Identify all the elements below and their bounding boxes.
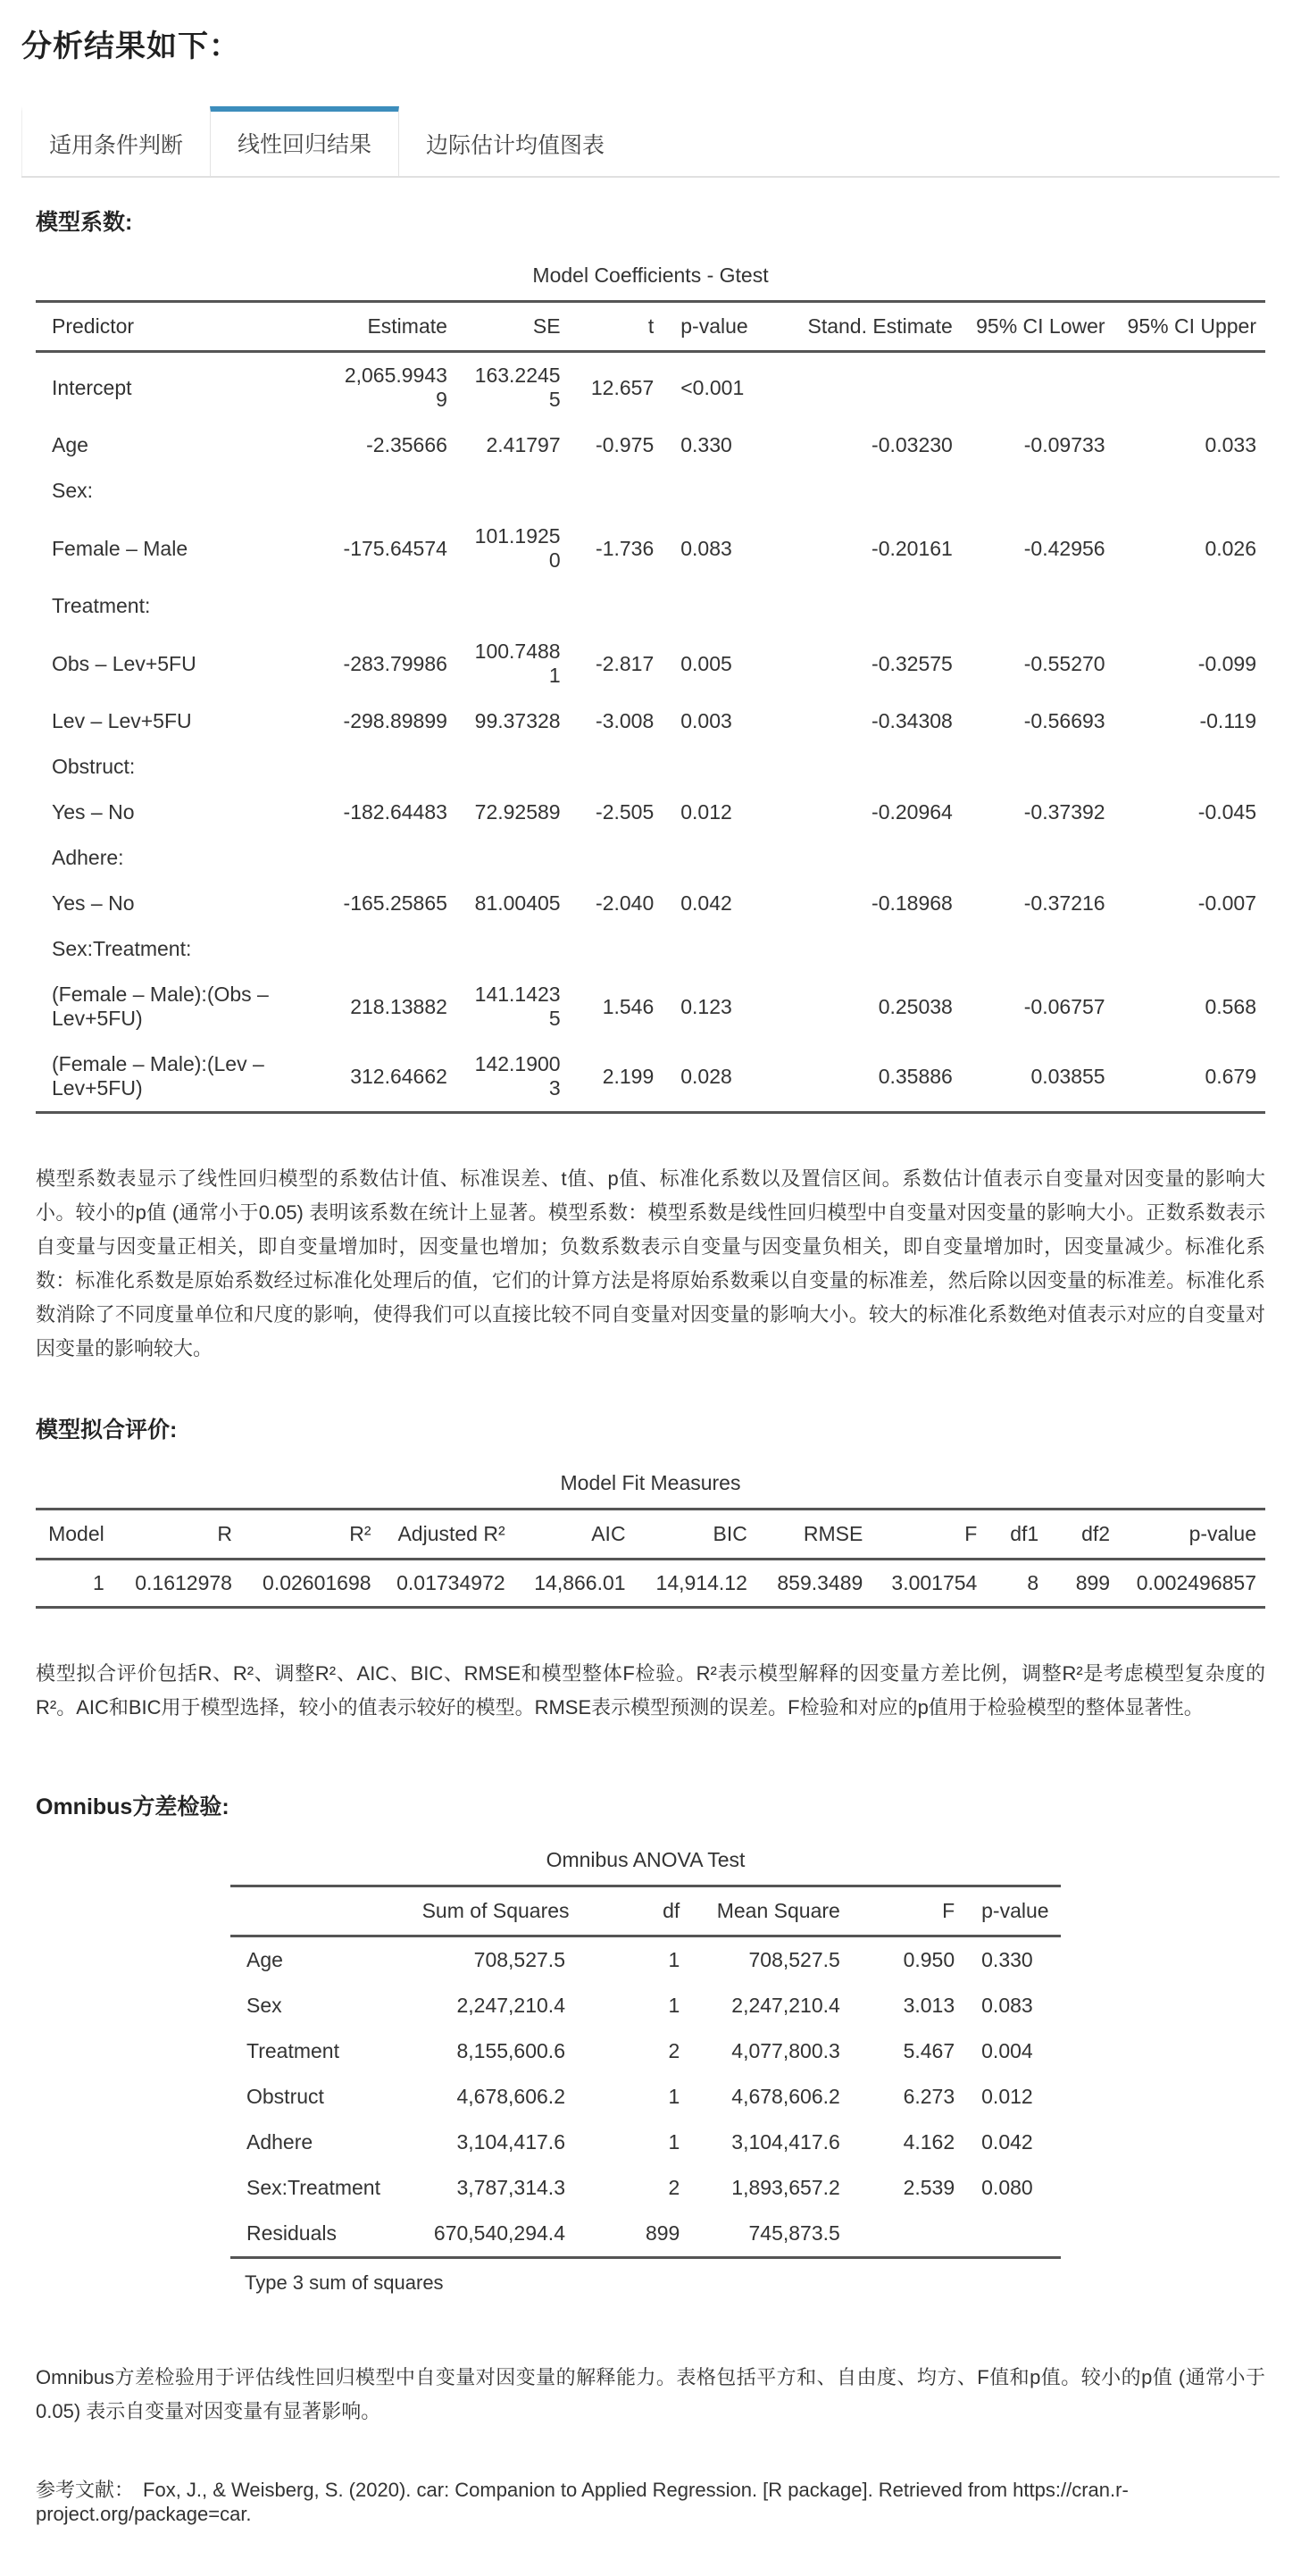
table-cell: 3.013 xyxy=(903,1994,955,2017)
table-cell: 0.083 xyxy=(680,536,732,560)
table-row xyxy=(230,2074,1061,2120)
column-header: SE xyxy=(456,302,570,352)
column-header: p-value xyxy=(1119,1510,1265,1560)
table-cell xyxy=(963,2211,1061,2258)
table-cell: 0.028 xyxy=(680,1064,732,1088)
table-cell: 0.123 xyxy=(680,994,732,1018)
table-cell: 2,247,210.4 xyxy=(731,1994,840,2017)
table-cell: 0.330 xyxy=(680,433,732,456)
table-cell xyxy=(1114,744,1265,790)
column-header: p-value xyxy=(663,302,792,352)
table-cell xyxy=(570,744,663,790)
table-cell xyxy=(570,468,663,514)
table-cell: 81.00405 xyxy=(474,891,561,915)
group-row xyxy=(36,926,1265,972)
table-cell: -175.64574 xyxy=(343,536,447,560)
table-cell: 0.01734972 xyxy=(396,1571,505,1594)
table-cell: -0.975 xyxy=(596,433,655,456)
table-cell: -0.099 xyxy=(1197,651,1256,675)
table-cell: 670,540,294.4 xyxy=(433,2221,565,2245)
table-cell xyxy=(330,744,455,790)
table-cell: Age xyxy=(246,1948,283,1971)
column-header: Sum of Squares xyxy=(413,1886,574,1936)
table-row xyxy=(36,1041,1265,1113)
table-cell: -0.37216 xyxy=(1023,891,1105,915)
column-header: Model xyxy=(36,1510,113,1560)
table-cell: -0.42956 xyxy=(1023,536,1105,560)
table-cell: 2 xyxy=(668,2039,680,2062)
coefficients-heading: 模型系数: xyxy=(36,210,133,235)
table-cell: -182.64483 xyxy=(343,800,447,824)
table-cell: 0.042 xyxy=(981,2130,1033,2154)
table-cell xyxy=(663,468,792,514)
table-cell: 0.35886 xyxy=(878,1064,953,1088)
table-cell: -0.20161 xyxy=(872,536,953,560)
reference-label: 参考文献： xyxy=(36,2479,135,2501)
table-cell: 2,065.99439 xyxy=(344,364,447,411)
omnibus-table-footnote: Type 3 sum of squares xyxy=(245,2271,444,2294)
table-row xyxy=(36,881,1265,926)
reference-citation: Fox, J., & Weisberg, S. (2020). car: Companion to Applied Regression. [R package]. Retrieved from https://cran.r-project.org/package=car. xyxy=(36,2479,1129,2525)
table-row xyxy=(36,352,1265,423)
table-cell: 163.22455 xyxy=(474,364,561,411)
table-cell xyxy=(570,835,663,881)
column-header: F xyxy=(849,1886,963,1936)
table-cell: 12.657 xyxy=(590,375,655,399)
table-cell: -2.817 xyxy=(596,651,655,675)
column-header: Predictor xyxy=(36,302,330,352)
table-cell: 859.3489 xyxy=(777,1571,863,1594)
omnibus-table xyxy=(230,1885,1061,2259)
column-header: Adjusted R² xyxy=(380,1510,514,1560)
table-cell: 0.330 xyxy=(981,1948,1033,1971)
table-cell: -0.03230 xyxy=(872,433,953,456)
coefficients-note: 模型系数表显示了线性回归模型的系数估计值、标准误差、t值、p值、标准化系数以及置信区间。系数估计值表示自变量对因变量的影响大小。较小的p值 (通常小于0.05) 表明该系数在统计上显著。模型系数：模型系数是线性回归模型中自变量对因变量的影响大小。正数系数表示自变量与因变量正相关，即自变量增加时，因变量也增加；负数系数表示自变量与因变量负相关，即自变量增加时，因变量减少。标准化系数：标准化系数是原始系数经过标准化处理后的值，它们的计算方法是将原始系数乘以自变量的标准差，然后除以因变量的标准差。标准化系数消除了不同度量单位和尺度的影响，使得我们可以直接比较不同自变量对因变量的影响大小。较大的标准化系数绝对值表示对应的自变量对因变量的影响较大。 xyxy=(36,1167,1265,1359)
model-fit-table-title: Model Fit Measures xyxy=(560,1471,741,1494)
table-cell: 899 xyxy=(645,2221,680,2245)
column-header: 95% CI Upper xyxy=(1114,302,1265,352)
column-header: R xyxy=(113,1510,241,1560)
model-fit-heading: 模型拟合评价: xyxy=(36,1418,178,1443)
table-cell: -0.09733 xyxy=(1023,433,1105,456)
table-cell: 0.005 xyxy=(680,651,732,675)
column-header: RMSE xyxy=(756,1510,872,1560)
column-header: AIC xyxy=(514,1510,635,1560)
table-cell: -2.040 xyxy=(596,891,655,915)
table-cell xyxy=(792,744,962,790)
table-cell xyxy=(962,352,1114,423)
table-row xyxy=(230,2165,1061,2211)
table-cell xyxy=(792,926,962,972)
table-cell: 8 xyxy=(1027,1571,1039,1594)
table-row xyxy=(230,2211,1061,2258)
table-cell: 1 xyxy=(668,2085,680,2108)
table-row xyxy=(36,698,1265,744)
model-fit-table xyxy=(36,1508,1265,1609)
table-cell: 2,247,210.4 xyxy=(456,1994,565,2017)
model-fit-note: 模型拟合评价包括R、R²、调整R²、AIC、BIC、RMSE和模型整体F检验。R²表示模型解释的因变量方差比例，调整R²是考虑模型复杂度的R²。AIC和BIC用于模型选择，较小的值表示较好的模型。RMSE表示模型预测的误差。F检验和对应的p值用于检验模型的整体显著性。 xyxy=(36,1662,1265,1719)
table-cell: 1 xyxy=(668,1948,680,1971)
table-cell: 2.539 xyxy=(903,2176,955,2199)
group-row xyxy=(36,744,1265,790)
table-cell xyxy=(1114,352,1265,423)
table-cell: -2.505 xyxy=(596,800,655,824)
table-cell xyxy=(330,583,455,629)
table-cell: 745,873.5 xyxy=(748,2221,840,2245)
table-cell: 100.74881 xyxy=(474,640,561,687)
table-cell: Intercept xyxy=(52,375,132,399)
tab-assumption-check[interactable]: 适用条件判断 xyxy=(21,106,210,176)
model-fit-section xyxy=(36,1412,1265,1725)
table-cell xyxy=(663,835,792,881)
table-cell: 0.679 xyxy=(1205,1064,1256,1088)
table-cell: Sex:Treatment: xyxy=(52,937,192,960)
table-cell: -0.56693 xyxy=(1023,709,1105,732)
table-cell: 0.568 xyxy=(1205,994,1256,1018)
table-cell: -0.20964 xyxy=(872,800,953,824)
table-cell: 14,914.12 xyxy=(655,1571,747,1594)
table-cell: 3,787,314.3 xyxy=(456,2176,565,2199)
table-cell: 99.37328 xyxy=(474,709,561,732)
omnibus-note: Omnibus方差检验用于评估线性回归模型中自变量对因变量的解释能力。表格包括平方和、自由度、均方、F值和p值。较小的p值 (通常小于0.05) 表示自变量对因变量有显著影响。 xyxy=(36,2366,1265,2422)
tab-linear-regression-results[interactable]: 线性回归结果 xyxy=(210,106,399,176)
table-cell: Adhere xyxy=(246,2130,313,2154)
table-cell xyxy=(570,926,663,972)
table-cell: -0.045 xyxy=(1197,800,1256,824)
column-header: BIC xyxy=(635,1510,756,1560)
table-cell: 0.03855 xyxy=(1030,1064,1105,1088)
table-row xyxy=(230,1936,1061,1984)
table-cell xyxy=(1114,583,1265,629)
table-cell xyxy=(1114,468,1265,514)
page-title: 分析结果如下： xyxy=(21,29,240,63)
table-cell: Obstruct: xyxy=(52,755,136,778)
table-cell: 0.003 xyxy=(680,709,732,732)
table-row xyxy=(230,2120,1061,2165)
column-header: df xyxy=(574,1886,688,1936)
table-row xyxy=(36,629,1265,698)
column-header: df1 xyxy=(986,1510,1047,1560)
column-header: F xyxy=(872,1510,986,1560)
table-cell: Female – Male xyxy=(52,536,188,560)
table-cell xyxy=(962,835,1114,881)
table-cell: Sex:Treatment xyxy=(246,2176,380,2199)
table-cell: -0.06757 xyxy=(1023,994,1105,1018)
column-header: R² xyxy=(241,1510,380,1560)
column-header: Stand. Estimate xyxy=(792,302,962,352)
table-cell: 3,104,417.6 xyxy=(731,2130,840,2154)
table-cell: Yes – No xyxy=(52,800,135,824)
table-cell: 0.002496857 xyxy=(1136,1571,1256,1594)
group-row xyxy=(36,583,1265,629)
table-cell: 2 xyxy=(668,2176,680,2199)
table-cell: Treatment xyxy=(246,2039,339,2062)
table-cell: 1 xyxy=(668,2130,680,2154)
table-cell: 0.083 xyxy=(981,1994,1033,2017)
table-cell: 14,866.01 xyxy=(534,1571,626,1594)
table-cell xyxy=(792,352,962,423)
table-row xyxy=(230,1983,1061,2028)
tab-marginal-means-plot[interactable]: 边际估计均值图表 xyxy=(426,133,605,158)
column-header: Estimate xyxy=(330,302,455,352)
table-cell xyxy=(330,835,455,881)
table-cell: Treatment: xyxy=(52,594,151,617)
table-row xyxy=(36,514,1265,583)
table-cell xyxy=(456,835,570,881)
table-cell xyxy=(663,926,792,972)
table-cell: 0.042 xyxy=(680,891,732,915)
table-cell: 708,527.5 xyxy=(748,1948,840,1971)
coefficients-table xyxy=(36,300,1265,1114)
table-cell: Sex xyxy=(246,1994,282,2017)
table-cell: 1.546 xyxy=(602,994,655,1018)
omnibus-table-title: Omnibus ANOVA Test xyxy=(546,1848,746,1871)
table-cell xyxy=(456,926,570,972)
table-row xyxy=(36,422,1265,468)
table-cell xyxy=(456,583,570,629)
table-cell: 141.14235 xyxy=(474,983,561,1030)
table-row xyxy=(36,1560,1265,1608)
table-cell: 0.012 xyxy=(680,800,732,824)
tab-content-pane xyxy=(21,205,1280,2526)
omnibus-table-wrap xyxy=(230,1848,1061,2298)
table-cell: <0.001 xyxy=(680,375,745,399)
table-cell: Obstruct xyxy=(246,2085,324,2108)
table-cell: 2.199 xyxy=(602,1064,655,1088)
table-cell: 5.467 xyxy=(903,2039,955,2062)
table-cell: 142.19003 xyxy=(474,1052,561,1100)
table-cell xyxy=(663,583,792,629)
table-cell xyxy=(849,2211,963,2258)
table-cell: 0.012 xyxy=(981,2085,1033,2108)
reference-line xyxy=(36,2475,1265,2526)
table-cell xyxy=(330,926,455,972)
table-cell: -2.35666 xyxy=(366,433,447,456)
column-header: 95% CI Lower xyxy=(962,302,1114,352)
table-cell xyxy=(456,468,570,514)
results-tabbar xyxy=(21,106,1280,178)
table-cell: -3.008 xyxy=(596,709,655,732)
table-cell: 1,893,657.2 xyxy=(731,2176,840,2199)
table-cell: 72.92589 xyxy=(474,800,561,824)
table-cell: 4,678,606.2 xyxy=(456,2085,565,2108)
table-cell: 101.19250 xyxy=(474,524,561,572)
table-cell: -0.007 xyxy=(1197,891,1256,915)
table-row xyxy=(36,790,1265,835)
column-header: p-value xyxy=(963,1886,1061,1936)
table-cell: Sex: xyxy=(52,479,94,502)
table-cell: -165.25865 xyxy=(343,891,447,915)
table-cell: -298.89899 xyxy=(343,709,447,732)
table-cell: 0.950 xyxy=(903,1948,955,1971)
table-cell: Lev – Lev+5FU xyxy=(52,709,192,732)
table-cell: 1 xyxy=(668,1994,680,2017)
coefficients-section xyxy=(36,205,1265,1366)
table-cell: (Female – Male):(Obs – Lev+5FU) xyxy=(52,983,269,1030)
table-cell: 1 xyxy=(92,1571,104,1594)
table-cell: 0.033 xyxy=(1205,433,1256,456)
table-cell: 218.13882 xyxy=(350,994,447,1018)
table-cell: 3,104,417.6 xyxy=(456,2130,565,2154)
table-cell: -283.79986 xyxy=(343,651,447,675)
column-header: df2 xyxy=(1047,1510,1119,1560)
table-cell: 2.41797 xyxy=(486,433,561,456)
table-cell: 6.273 xyxy=(903,2085,955,2108)
table-row xyxy=(230,2028,1061,2074)
table-cell: 0.080 xyxy=(981,2176,1033,2199)
table-cell xyxy=(663,744,792,790)
coefficients-table-title: Model Coefficients - Gtest xyxy=(532,263,769,287)
table-cell xyxy=(570,583,663,629)
table-cell: -0.18968 xyxy=(872,891,953,915)
table-cell: 4,077,800.3 xyxy=(731,2039,840,2062)
column-header xyxy=(230,1886,413,1936)
table-cell xyxy=(1114,926,1265,972)
table-cell: 0.25038 xyxy=(878,994,953,1018)
table-cell xyxy=(1114,835,1265,881)
table-cell: Obs – Lev+5FU xyxy=(52,651,196,675)
table-cell: -0.32575 xyxy=(872,651,953,675)
table-cell: -0.119 xyxy=(1199,709,1256,732)
table-cell: (Female – Male):(Lev – Lev+5FU) xyxy=(52,1052,264,1100)
table-cell: 312.64662 xyxy=(350,1064,447,1088)
table-header-row xyxy=(230,1886,1061,1936)
table-cell xyxy=(962,926,1114,972)
table-cell: 0.026 xyxy=(1205,536,1256,560)
table-cell: 708,527.5 xyxy=(473,1948,565,1971)
table-cell xyxy=(792,583,962,629)
table-cell: 0.1612978 xyxy=(135,1571,232,1594)
table-cell: Age xyxy=(52,433,88,456)
table-cell xyxy=(456,744,570,790)
group-row xyxy=(36,468,1265,514)
table-cell: -0.37392 xyxy=(1023,800,1105,824)
table-cell: 0.004 xyxy=(981,2039,1033,2062)
table-cell xyxy=(962,583,1114,629)
table-cell: -1.736 xyxy=(596,536,655,560)
table-cell: 0.02601698 xyxy=(263,1571,371,1594)
table-cell: -0.34308 xyxy=(872,709,953,732)
table-cell xyxy=(330,468,455,514)
table-cell: 4.162 xyxy=(903,2130,955,2154)
table-cell: Residuals xyxy=(246,2221,337,2245)
table-cell: Yes – No xyxy=(52,891,135,915)
column-header: Mean Square xyxy=(688,1886,848,1936)
table-cell: Adhere: xyxy=(52,846,124,869)
table-cell: 3.001754 xyxy=(891,1571,978,1594)
table-cell xyxy=(962,468,1114,514)
table-header-row xyxy=(36,302,1265,352)
table-cell: 8,155,600.6 xyxy=(456,2039,565,2062)
table-row xyxy=(36,972,1265,1041)
omnibus-heading: Omnibus方差检验: xyxy=(36,1794,229,1819)
table-cell: -0.55270 xyxy=(1023,651,1105,675)
column-header: t xyxy=(570,302,663,352)
table-cell xyxy=(792,468,962,514)
table-cell xyxy=(792,835,962,881)
group-row xyxy=(36,835,1265,881)
table-cell: 899 xyxy=(1075,1571,1111,1594)
table-cell: 4,678,606.2 xyxy=(731,2085,840,2108)
table-cell xyxy=(962,744,1114,790)
table-header-row xyxy=(36,1510,1265,1560)
